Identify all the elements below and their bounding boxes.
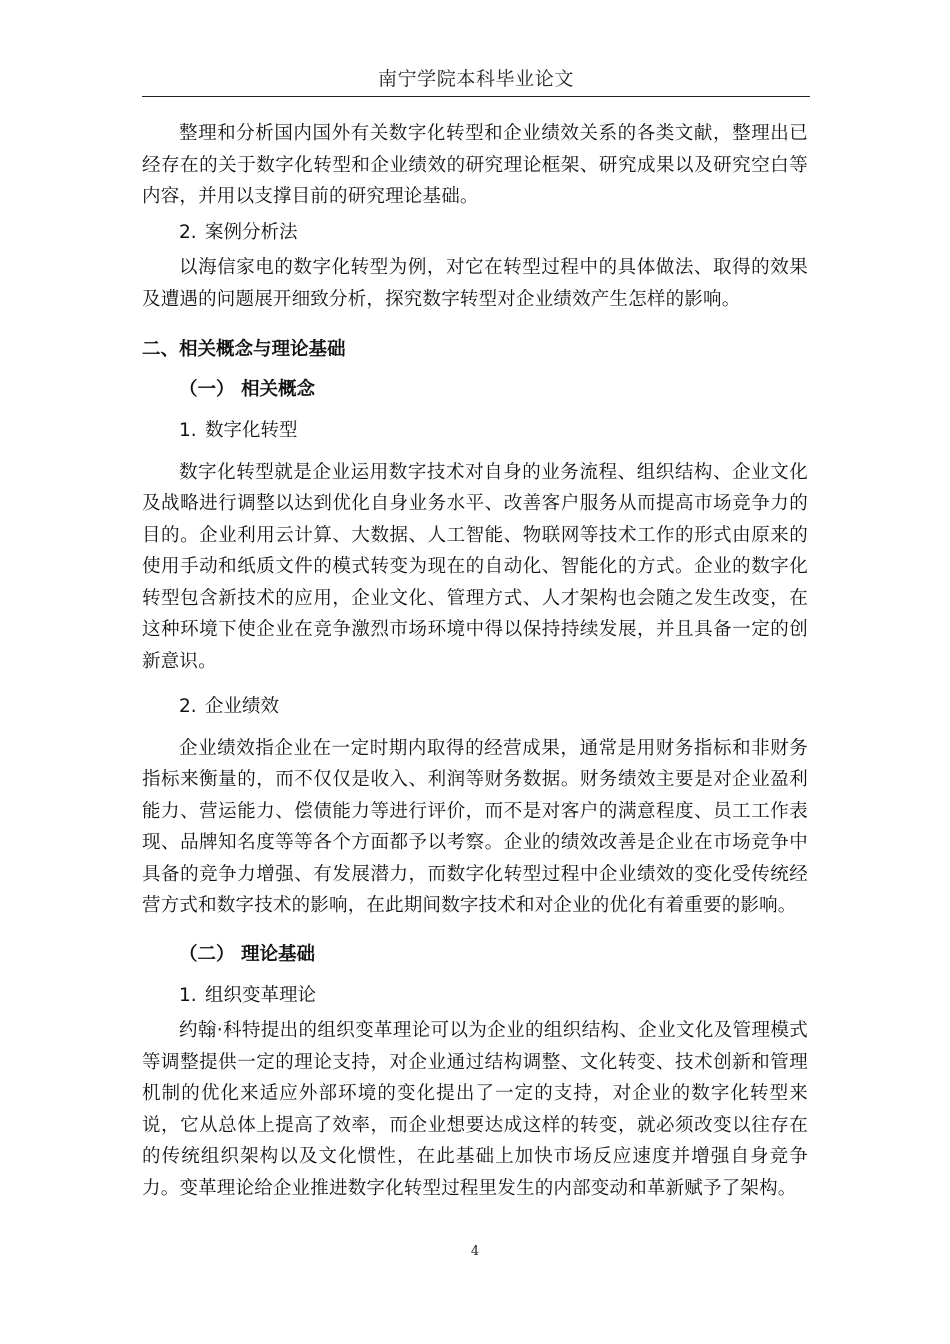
theory-item-organizational-change (142, 980, 808, 1012)
paragraph-literature-method: 整理和分析国内国外有关数字化转型和企业绩效关系的各类文献，整理出已经存在的关于数字化转型和企业绩效的研究理论框架、研究成果以及研究空白等内容，并用以支撑目前的研究理论基础。 (142, 123, 808, 207)
item-number: 1. (179, 420, 197, 441)
subsection-heading-theory: （二） 理论基础 (179, 943, 315, 965)
item-number: 1. (179, 984, 197, 1006)
item-number: 2. (179, 221, 197, 243)
subsection-heading-concepts: （一） 相关概念 (179, 379, 315, 400)
method-item-case-analysis (142, 217, 808, 249)
item-label: 案例分析法 (205, 221, 298, 243)
concept-item-digital-transformation (142, 415, 808, 447)
page-body (142, 118, 808, 1204)
header-title: 南宁学院本科毕业论文 (377, 68, 574, 90)
paragraph-digital-transformation: 数字化转型就是企业运用数字技术对自身的业务流程、组织结构、企业文化及战略进行调整以达到优化自身业务水平、改善客户服务从而提高市场竞争力的目的。企业利用云计算、大数据、人工智能、物联网等技术工作的形式由原来的使用手动和纸质文件的模式转变为现在的自动化、智能化的方式。企业的数字化转型包含新技术的应用，企业文化、管理方式、人才架构也会随之发生改变，在这种环境下使企业在竞争激烈市场环境中得以保持持续发展，并且具备一定的创新意识。 (142, 461, 808, 672)
concept-item-enterprise-performance (142, 691, 808, 723)
page-number: 4 (470, 1244, 480, 1259)
item-label: 组织变革理论 (205, 984, 317, 1006)
paragraph-organizational-change: 约翰·科特提出的组织变革理论可以为企业的组织结构、企业文化及管理模式等调整提供一定的理论支持，对企业通过结构调整、文化转变、技术创新和管理机制的优化来适应外部环境的变化提出了一定的支持，对企业的数字化转型来说，它从总体上提高了效率，而企业想要达成这样的转变，就必须改变以往存在的传统组织架构以及文化惯性，在此基础上加快市场反应速度并增强自身竞争力。变革理论给企业推进数字化转型过程里发生的内部变动和革新赋予了架构。 (142, 1020, 808, 1199)
section-heading-concepts-theory: 二、相关概念与理论基础 (142, 339, 346, 360)
item-label: 企业绩效 (205, 696, 280, 717)
paragraph-enterprise-performance: 企业绩效指企业在一定时期内取得的经营成果，通常是用财务指标和非财务指标来衡量的，而不仅仅是收入、利润等财务数据。财务绩效主要是对企业盈利能力、营运能力、偿债能力等进行评价，而不是对客户的满意程度、员工工作表现、品牌知名度等等各个方面都予以考察。企业的绩效改善是企业在市场竞争中具备的竞争力增强、有发展潜力，而数字化转型过程中企业绩效的变化受传统经营方式和数字技术的影响，在此期间数字技术和对企业的优化有着重要的影响。 (142, 737, 808, 916)
item-number: 2. (179, 696, 197, 717)
item-label: 数字化转型 (205, 420, 298, 441)
paragraph-case-analysis: 以海信家电的数字化转型为例，对它在转型过程中的具体做法、取得的效果及遭遇的问题展开细致分析，探究数字转型对企业绩效产生怎样的影响。 (142, 257, 808, 310)
running-header (142, 64, 810, 97)
